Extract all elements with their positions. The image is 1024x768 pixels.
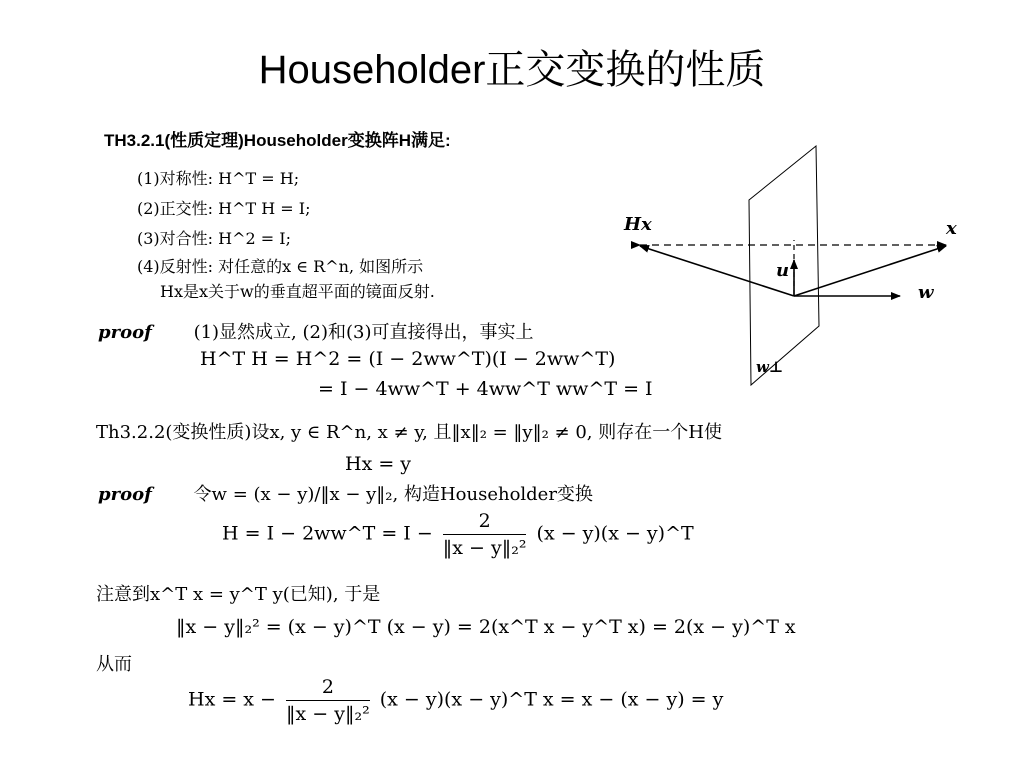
conclusion-word: 从而 bbox=[96, 654, 132, 675]
final-fraction-numerator: 2 bbox=[286, 676, 370, 701]
householder-fraction-numerator: 2 bbox=[443, 510, 527, 535]
label-w: w bbox=[918, 282, 934, 303]
property-reflection-note: Hx是x关于w的垂直超平面的镜面反射. bbox=[160, 282, 435, 301]
householder-fraction bbox=[443, 510, 527, 559]
vector-hx bbox=[640, 246, 794, 296]
norm-equation: ‖x − y‖₂² = (x − y)^T (x − y) = 2(x^T x − y^T x) = 2(x − y)^T x bbox=[176, 616, 796, 638]
known-condition-note: 注意到x^T x = y^T y(已知), 于是 bbox=[96, 584, 381, 605]
label-u: u bbox=[776, 260, 790, 281]
label-hx: Hx bbox=[624, 214, 652, 235]
final-lhs: Hx = x − bbox=[188, 688, 276, 711]
final-fraction bbox=[286, 676, 370, 725]
property-reflection: (4)反射性: 对任意的x ∈ R^n, 如图所示 bbox=[137, 257, 424, 276]
final-equation bbox=[188, 676, 723, 725]
label-x: x bbox=[946, 218, 957, 239]
property-involution: (3)对合性: H^2 = I; bbox=[137, 229, 291, 248]
theorem-1-heading: TH3.2.1(性质定理)Householder变换阵H满足: bbox=[104, 131, 451, 150]
theorem-2-result: Hx = y bbox=[345, 453, 412, 475]
proof-2-text: 令w = (x − y)/‖x − y‖₂, 构造Householder变换 bbox=[193, 484, 593, 505]
proof-1-label: proof bbox=[98, 322, 152, 343]
proof-1-equation-2: = I − 4ww^T + 4ww^T ww^T = I bbox=[318, 378, 653, 400]
final-rhs: (x − y)(x − y)^T x = x − (x − y) = y bbox=[379, 688, 724, 711]
householder-rhs: (x − y)(x − y)^T bbox=[536, 522, 694, 545]
proof-1-text: (1)显然成立, (2)和(3)可直接得出，事实上 bbox=[193, 322, 534, 343]
householder-equation bbox=[222, 510, 694, 559]
proof-2-label: proof bbox=[98, 484, 152, 505]
proof-1-equation-1: H^T H = H^2 = (I − 2ww^T)(I − 2ww^T) bbox=[200, 348, 616, 370]
reflection-diagram bbox=[600, 140, 980, 390]
label-w-perp: w⊥ bbox=[756, 358, 784, 376]
proof-2-line bbox=[98, 480, 593, 506]
property-orthogonal: (2)正交性: H^T H = I; bbox=[137, 199, 311, 218]
proof-1-line bbox=[98, 318, 534, 344]
householder-lhs: H = I − 2ww^T = I − bbox=[222, 522, 433, 545]
theorem-2-statement: Th3.2.2(变换性质)设x, y ∈ R^n, x ≠ y, 且‖x‖₂ = ‖y‖₂ ≠ 0, 则存在一个H使 bbox=[96, 422, 722, 443]
reflection-diagram-svg bbox=[600, 140, 980, 390]
final-fraction-denominator: ‖x − y‖₂² bbox=[286, 703, 370, 725]
householder-fraction-denominator: ‖x − y‖₂² bbox=[442, 537, 527, 559]
page-title: Householder正交变换的性质 bbox=[258, 48, 766, 92]
property-symmetric: (1)对称性: H^T = H; bbox=[137, 169, 300, 188]
